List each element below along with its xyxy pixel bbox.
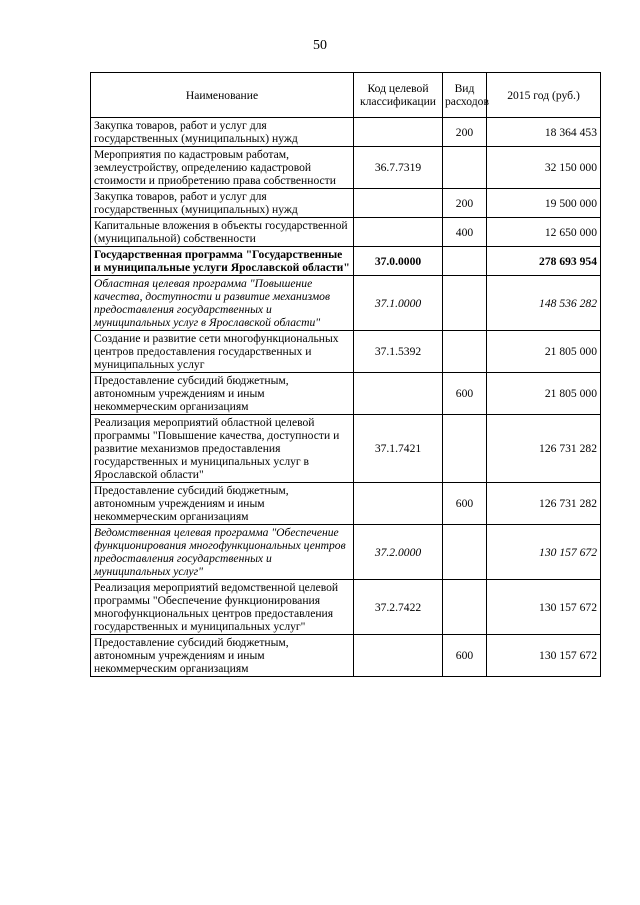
table-row <box>91 331 601 373</box>
table-row <box>91 373 601 415</box>
row-code: 37.1.0000 <box>354 276 443 331</box>
row-kind: 200 <box>443 189 487 218</box>
row-kind <box>443 147 487 189</box>
row-amount: 126 731 282 <box>487 483 601 525</box>
table-row <box>91 218 601 247</box>
table-row <box>91 580 601 635</box>
row-amount: 278 693 954 <box>487 247 601 276</box>
row-code <box>354 483 443 525</box>
header-name: Наименование <box>91 73 354 118</box>
row-name: Предоставление субсидий бюджетным, автономным учреждениям и иным некоммерческим организациям <box>91 635 354 677</box>
row-name: Капитальные вложения в объекты государственной (муниципальной) собственности <box>91 218 354 247</box>
row-name: Создание и развитие сети многофункциональных центров предоставления государственных и муниципальных услуг <box>91 331 354 373</box>
row-name: Закупка товаров, работ и услуг для государственных (муниципальных) нужд <box>91 189 354 218</box>
row-kind <box>443 247 487 276</box>
table-row <box>91 147 601 189</box>
row-kind: 400 <box>443 218 487 247</box>
row-amount: 21 805 000 <box>487 331 601 373</box>
row-name: Закупка товаров, работ и услуг для государственных (муниципальных) нужд <box>91 118 354 147</box>
row-name: Предоставление субсидий бюджетным, автономным учреждениям и иным некоммерческим организациям <box>91 373 354 415</box>
row-code: 37.2.0000 <box>354 525 443 580</box>
row-name: Областная целевая программа "Повышение качества, доступности и развитие механизмов предоставления государственных и муниципальных услуг в Ярославской области" <box>91 276 354 331</box>
row-code: 37.1.7421 <box>354 415 443 483</box>
row-amount: 21 805 000 <box>487 373 601 415</box>
row-amount: 32 150 000 <box>487 147 601 189</box>
budget-table <box>90 72 601 677</box>
row-amount: 12 650 000 <box>487 218 601 247</box>
row-kind <box>443 525 487 580</box>
table-row <box>91 276 601 331</box>
row-code: 36.7.7319 <box>354 147 443 189</box>
table-row <box>91 635 601 677</box>
table-row <box>91 483 601 525</box>
row-kind <box>443 580 487 635</box>
row-kind <box>443 331 487 373</box>
row-kind: 200 <box>443 118 487 147</box>
row-code <box>354 635 443 677</box>
row-code <box>354 118 443 147</box>
row-name: Предоставление субсидий бюджетным, автономным учреждениям и иным некоммерческим организациям <box>91 483 354 525</box>
table-row <box>91 415 601 483</box>
row-amount: 19 500 000 <box>487 189 601 218</box>
row-name: Ведомственная целевая программа "Обеспечение функционирования многофункциональных центров предоставления государственных и муниципальных услуг" <box>91 525 354 580</box>
row-name: Реализация мероприятий ведомственной целевой программы "Обеспечение функционирования многофункциональных центров предоставления государственных и муниципальных услуг" <box>91 580 354 635</box>
row-amount: 148 536 282 <box>487 276 601 331</box>
row-amount: 130 157 672 <box>487 580 601 635</box>
row-kind: 600 <box>443 373 487 415</box>
row-amount: 130 157 672 <box>487 525 601 580</box>
row-kind <box>443 415 487 483</box>
row-amount: 126 731 282 <box>487 415 601 483</box>
row-code <box>354 373 443 415</box>
row-kind: 600 <box>443 635 487 677</box>
row-code <box>354 189 443 218</box>
header-amount: 2015 год (руб.) <box>487 73 601 118</box>
table-row <box>91 247 601 276</box>
header-kind: Вид расходов <box>443 73 487 118</box>
row-name: Реализация мероприятий областной целевой программы "Повышение качества, доступности и развитие механизмов предоставления государственных и муниципальных услуг в Ярославской области" <box>91 415 354 483</box>
row-code: 37.0.0000 <box>354 247 443 276</box>
row-amount: 18 364 453 <box>487 118 601 147</box>
table-row <box>91 525 601 580</box>
table-row <box>91 118 601 147</box>
row-name: Государственная программа "Государственные и муниципальные услуги Ярославской области" <box>91 247 354 276</box>
row-code: 37.1.5392 <box>354 331 443 373</box>
table-row <box>91 189 601 218</box>
row-code: 37.2.7422 <box>354 580 443 635</box>
page-number: 50 <box>313 38 327 53</box>
row-code <box>354 218 443 247</box>
table-header-row <box>91 73 601 118</box>
row-name: Мероприятия по кадастровым работам, землеустройству, определению кадастровой стоимости и приобретению права собственности <box>91 147 354 189</box>
row-amount: 130 157 672 <box>487 635 601 677</box>
header-code: Код целевой классификации <box>354 73 443 118</box>
row-kind <box>443 276 487 331</box>
row-kind: 600 <box>443 483 487 525</box>
